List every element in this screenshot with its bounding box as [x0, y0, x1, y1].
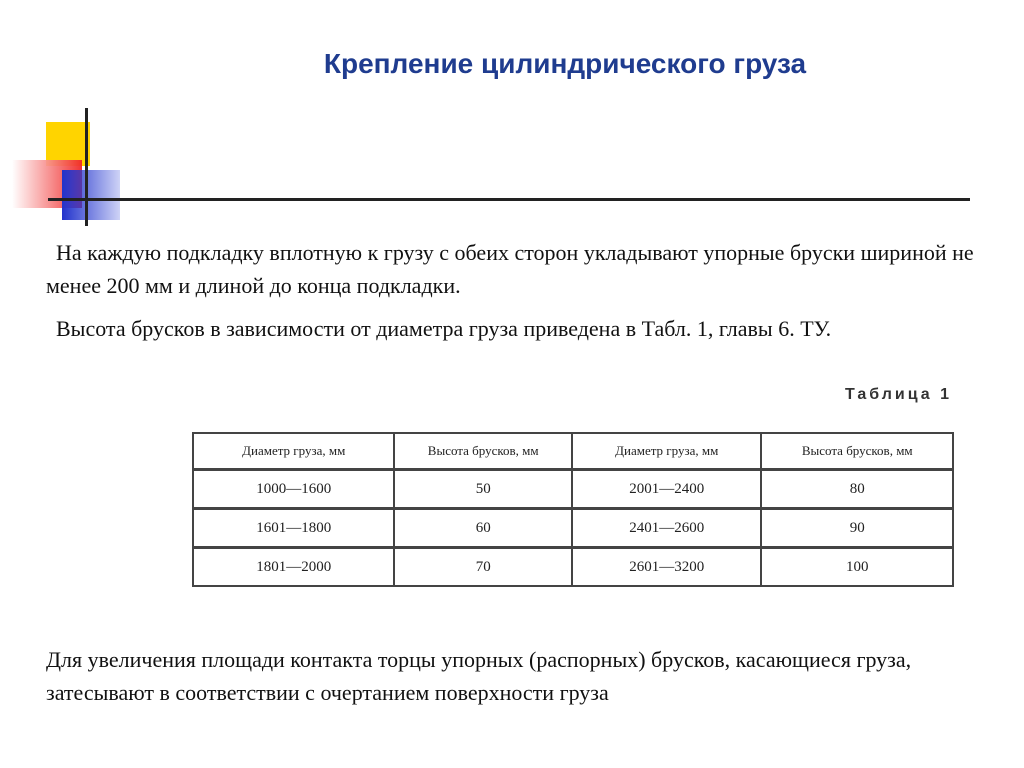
slide-title: Крепление цилиндрического груза — [323, 48, 807, 79]
bar-height-table — [192, 432, 954, 587]
table-header-cell: Диаметр груза, мм — [572, 433, 762, 470]
table-cell: 2401—2600 — [572, 509, 762, 548]
table-caption: Таблица 1 — [844, 386, 952, 403]
table-cell: 80 — [761, 470, 953, 509]
decorative-logo-icon — [0, 0, 160, 240]
table-cell: 90 — [761, 509, 953, 548]
table-cell: 2601—3200 — [572, 548, 762, 587]
table-cell: 70 — [394, 548, 572, 587]
table-header-cell: Высота брусков, мм — [761, 433, 953, 470]
table-cell: 1801—2000 — [193, 548, 394, 587]
paragraph-2: Высота брусков в зависимости от диаметра груза приведена в Табл. 1, главы 6. ТУ. — [56, 316, 832, 341]
table-row — [193, 548, 953, 587]
table-cell: 50 — [394, 470, 572, 509]
table-header-cell: Диаметр груза, мм — [193, 433, 394, 470]
table-header-row — [193, 433, 953, 470]
table-cell: 60 — [394, 509, 572, 548]
table-cell: 2001—2400 — [572, 470, 762, 509]
paragraph-1: На каждую подкладку вплотную к грузу с обеих сторон укладывают упорные бруски шириной не менее 200 мм и длиной до конца подкладки. — [46, 240, 974, 298]
title-divider-line — [48, 198, 970, 201]
table-header-cell: Высота брусков, мм — [394, 433, 572, 470]
table-cell: 1000—1600 — [193, 470, 394, 509]
paragraph-3: Для увеличения площади контакта торцы упорных (распорных) брусков, касающиеся груза, затесывают в соответствии с очертанием поверхности груза — [46, 647, 912, 705]
table-cell: 100 — [761, 548, 953, 587]
table-row — [193, 509, 953, 548]
logo-blue-square — [62, 170, 120, 220]
logo-vertical-line — [85, 108, 88, 226]
table-cell: 1601—1800 — [193, 509, 394, 548]
table-row — [193, 470, 953, 509]
